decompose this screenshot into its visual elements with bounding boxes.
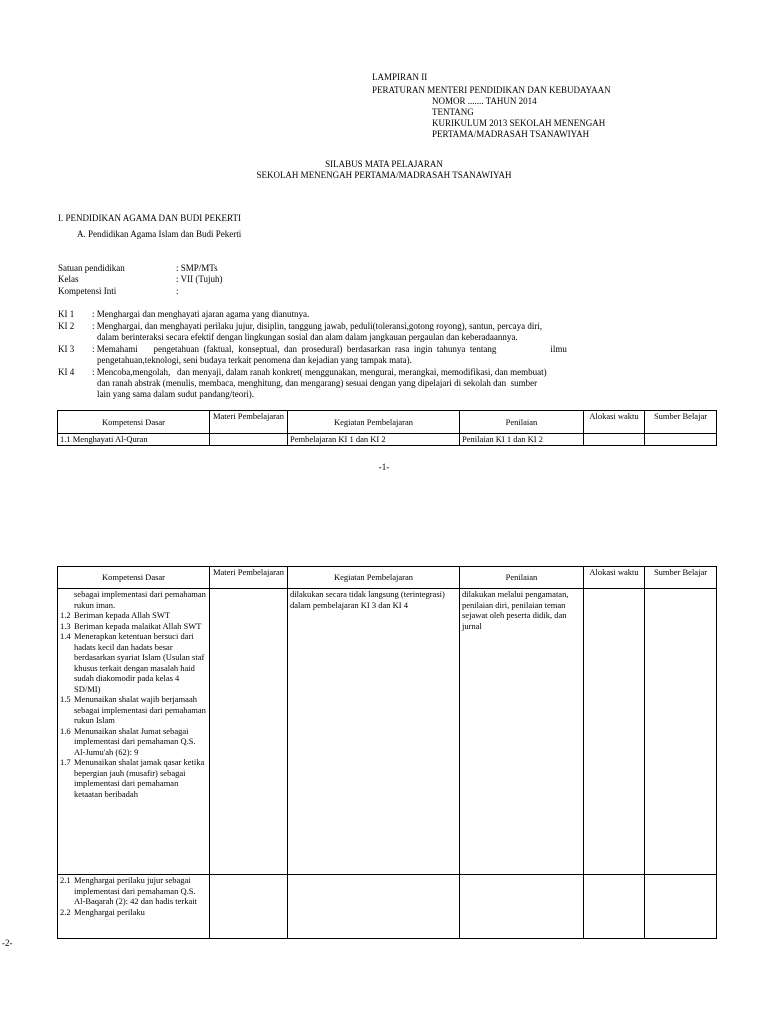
header-materi: Materi Pembelajaran [210, 567, 288, 589]
kd-item [60, 875, 207, 907]
table-row [58, 589, 717, 875]
cell-kegiatan: Pembelajaran KI 1 dan KI 2 [288, 434, 460, 446]
kd-text: Menunaikan shalat jamak qasar ketika bepergian jauh (musafir) sebagai implementasi dari pemahaman ketaatan beribadah [74, 757, 205, 799]
kelas-value: : VII (Tujuh) [176, 274, 223, 284]
kd-text: Beriman kepada malaikat Allah SWT [74, 620, 202, 631]
kd-text: Beriman kepada Allah SWT [74, 610, 171, 620]
cell-sumber [645, 589, 717, 875]
syllabus-table-page-1 [57, 410, 717, 446]
header-kd: Kompetensi Dasar [58, 567, 210, 589]
cell-penilaian [460, 875, 584, 939]
table-row [58, 434, 717, 446]
kd-item [60, 757, 207, 799]
cell-materi [210, 589, 288, 875]
kd-number: 1.5 [60, 694, 71, 704]
satuan-label: Satuan pendidikan [58, 263, 125, 273]
cell-alokasi [584, 589, 645, 875]
kd-item [60, 694, 207, 726]
header-alokasi: Alokasi waktu [584, 567, 645, 589]
table-header-row [58, 567, 717, 589]
table-row [58, 875, 717, 939]
kd-number: 2.1 [60, 875, 71, 885]
ki-value: : [176, 286, 179, 296]
cell-alokasi [584, 434, 645, 446]
kd-number: 1.6 [60, 725, 71, 736]
table-header-row [58, 411, 717, 434]
title-line-1: SILABUS MATA PELAJARAN [325, 159, 443, 169]
cell-penilaian: dilakukan melalui pengamatan, penilaian diri, penilaian teman sejawat oleh peserta didik, dan jurnal [460, 589, 584, 875]
page-number-1: -1- [378, 462, 390, 472]
kd-text: Menunaikan shalat Jumat sebagai implementasi dari pemahaman Q.S. Al-Jumu'ah (62): 9 [74, 725, 196, 757]
kd-text: Menghargai perilaku [74, 906, 145, 917]
kelas-label: Kelas [58, 274, 79, 284]
kd-item [60, 726, 207, 758]
section-subheading: A. Pendidikan Agama Islam dan Budi Pekerti [77, 229, 242, 239]
kd-item [60, 907, 207, 918]
kd-number: 1.3 [60, 620, 71, 631]
kd-number: 2.2 [60, 906, 71, 917]
cell-materi [210, 875, 288, 939]
kd-item [60, 610, 207, 621]
tentang-label: TENTANG [432, 107, 474, 117]
kd-number: 1.2 [60, 610, 71, 620]
cell-alokasi [584, 875, 645, 939]
ki-3-text-2: pengetahuan,teknologi, seni budaya terkait penomena dan kejadian yang tampak mata). [97, 355, 412, 365]
ki-4-text: : Mencoba,mengolah, dan menyaji, dalam ranah konkret( menggunakan, mengurai, merangkai, memodifikasi, dan membuat) [92, 367, 547, 377]
nomor-label: NOMOR ....... TAHUN 2014 [432, 96, 537, 106]
cell-materi [210, 434, 288, 446]
ki-4-text-2: dan ranah abstrak (menulis, membaca, menghitung, dan mengarang) sesuai dengan yang dipelajari di sekolah dan sumber [97, 378, 538, 388]
header-penilaian: Penilaian [460, 567, 584, 589]
ki-label: Kompetensi Inti [58, 286, 117, 296]
kurikulum-label: KURIKULUM 2013 SEKOLAH MENENGAH [432, 118, 606, 128]
kd-text: Menunaikan shalat wajib berjamaah sebagai implementasi dari pemahaman rukun Islam [74, 694, 206, 725]
header-kegiatan: Kegiatan Pembelajaran [288, 567, 460, 589]
cell-kd-list-1 [58, 589, 210, 875]
cell-kegiatan [288, 875, 460, 939]
section-heading: I. PENDIDIKAN AGAMA DAN BUDI PEKERTI [58, 213, 241, 223]
syllabus-table-page-2 [57, 566, 717, 939]
satuan-value: : SMP/MTs [176, 263, 218, 273]
cell-sumber [645, 875, 717, 939]
kd-intro: sebagai implementasi dari pemahaman rukun iman. [74, 589, 206, 610]
ki-4-text-3: lain yang sama dalam sudut pandang/teori). [97, 389, 254, 399]
header-kd: Kompetensi Dasar [58, 411, 210, 434]
header-alokasi: Alokasi waktu [584, 411, 645, 434]
kd-item [60, 621, 207, 632]
cell-sumber [645, 434, 717, 446]
header-materi: Materi Pembelajaran [210, 411, 288, 434]
ki-2-text: : Menghargai, dan menghayati perilaku jujur, disiplin, tanggung jawab, peduli(toleransi,gotong royong), santun, percaya diri, [92, 321, 543, 331]
kd-item [60, 631, 207, 694]
kd-text: Menerapkan ketentuan bersuci dari hadats kecil dan hadats besar berdasarkan syariat Islam (Usulan staf khusus terkait dengan masalah haid sudah diakomodir pada kelas 4 SD/MI) [74, 631, 205, 694]
page-number-2: -2- [2, 938, 13, 948]
cell-penilaian: Penilaian KI 1 dan KI 2 [460, 434, 584, 446]
kd-number: 1.7 [60, 757, 71, 767]
pertama-label: PERTAMA/MADRASAH TSANAWIYAH [432, 129, 590, 139]
header-sumber: Sumber Belajar [645, 411, 717, 434]
title-line-2: SEKOLAH MENENGAH PERTAMA/MADRASAH TSANAWIYAH [256, 170, 512, 180]
peraturan-label: PERATURAN MENTERI PENDIDIKAN DAN KEBUDAYAAN [372, 85, 611, 95]
ki-2-text-2: dalam berinteraksi secara efektif dengan lingkungan sosial dan alam dalam jangkauan pergaulan dan keberadaannya. [97, 332, 518, 342]
ki-2-label: KI 2 [58, 321, 75, 331]
header-penilaian: Penilaian [460, 411, 584, 434]
lampiran-label: LAMPIRAN II [372, 72, 428, 82]
ki-1-text: : Menghargai dan menghayati ajaran agama yang dianutnya. [92, 309, 310, 319]
cell-kegiatan: dilakukan secara tidak langsung (terintegrasi) dalam pembelajaran KI 3 dan KI 4 [288, 589, 460, 875]
ki-1-label: KI 1 [58, 309, 75, 319]
kd-text: Menghargai perilaku jujur sebagai implementasi dari pemahaman Q.S. Al-Baqarah (2): 42 dan hadis terkait [74, 875, 197, 906]
header-sumber: Sumber Belajar [645, 567, 717, 589]
header-kegiatan: Kegiatan Pembelajaran [288, 411, 460, 434]
ki-3-label: KI 3 [58, 344, 75, 354]
ki-3-text: : Memahami pengetahuan (faktual, konseptual, dan prosedural) berdasarkan rasa ingin tahunya tentang ilmu [92, 344, 567, 354]
kd-number: 1.4 [60, 631, 71, 641]
cell-kd-list-2 [58, 875, 210, 939]
cell-kd: 1.1 Menghayati Al-Quran [58, 434, 210, 446]
ki-4-label: KI 4 [58, 367, 75, 377]
